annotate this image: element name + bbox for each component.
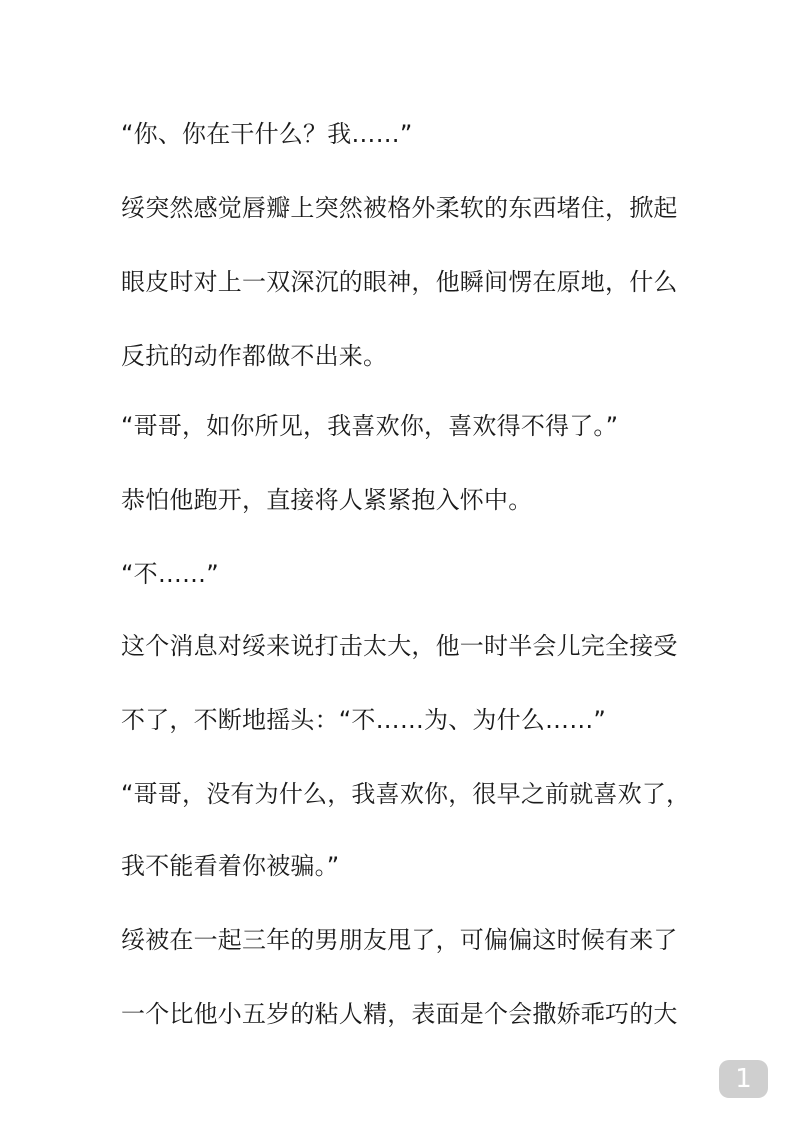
text-line: 这个消息对绥来说打击太大，他一时半会儿完全接受 [121, 632, 678, 660]
text-line: 一个比他小五岁的粘人精，表面是个会撒娇乖巧的大 [121, 1000, 678, 1028]
text-line: 眼皮时对上一双深沉的眼神，他瞬间愣在原地，什么 [121, 268, 678, 296]
page-number-badge: 1 [719, 1060, 768, 1098]
text-line: 不了，不断地摇头：“不……为、为什么……” [121, 706, 607, 734]
text-line: “哥哥，如你所见，我喜欢你，喜欢得不得了。” [121, 412, 619, 440]
text-line: 恭怕他跑开，直接将人紧紧抱入怀中。 [121, 486, 533, 514]
text-line: “你、你在干什么？我……” [121, 120, 413, 148]
text-line: “不……” [121, 560, 219, 588]
text-line: 我不能看着你被骗。” [121, 852, 340, 880]
text-line: 反抗的动作都做不出来。 [121, 342, 388, 370]
text-line: “哥哥，没有为什么，我喜欢你，很早之前就喜欢了， [121, 780, 691, 808]
text-line: 绥被在一起三年的男朋友甩了，可偏偏这时候有来了 [121, 926, 678, 954]
text-line: 绥突然感觉唇瓣上突然被格外柔软的东西堵住，掀起 [121, 194, 678, 222]
